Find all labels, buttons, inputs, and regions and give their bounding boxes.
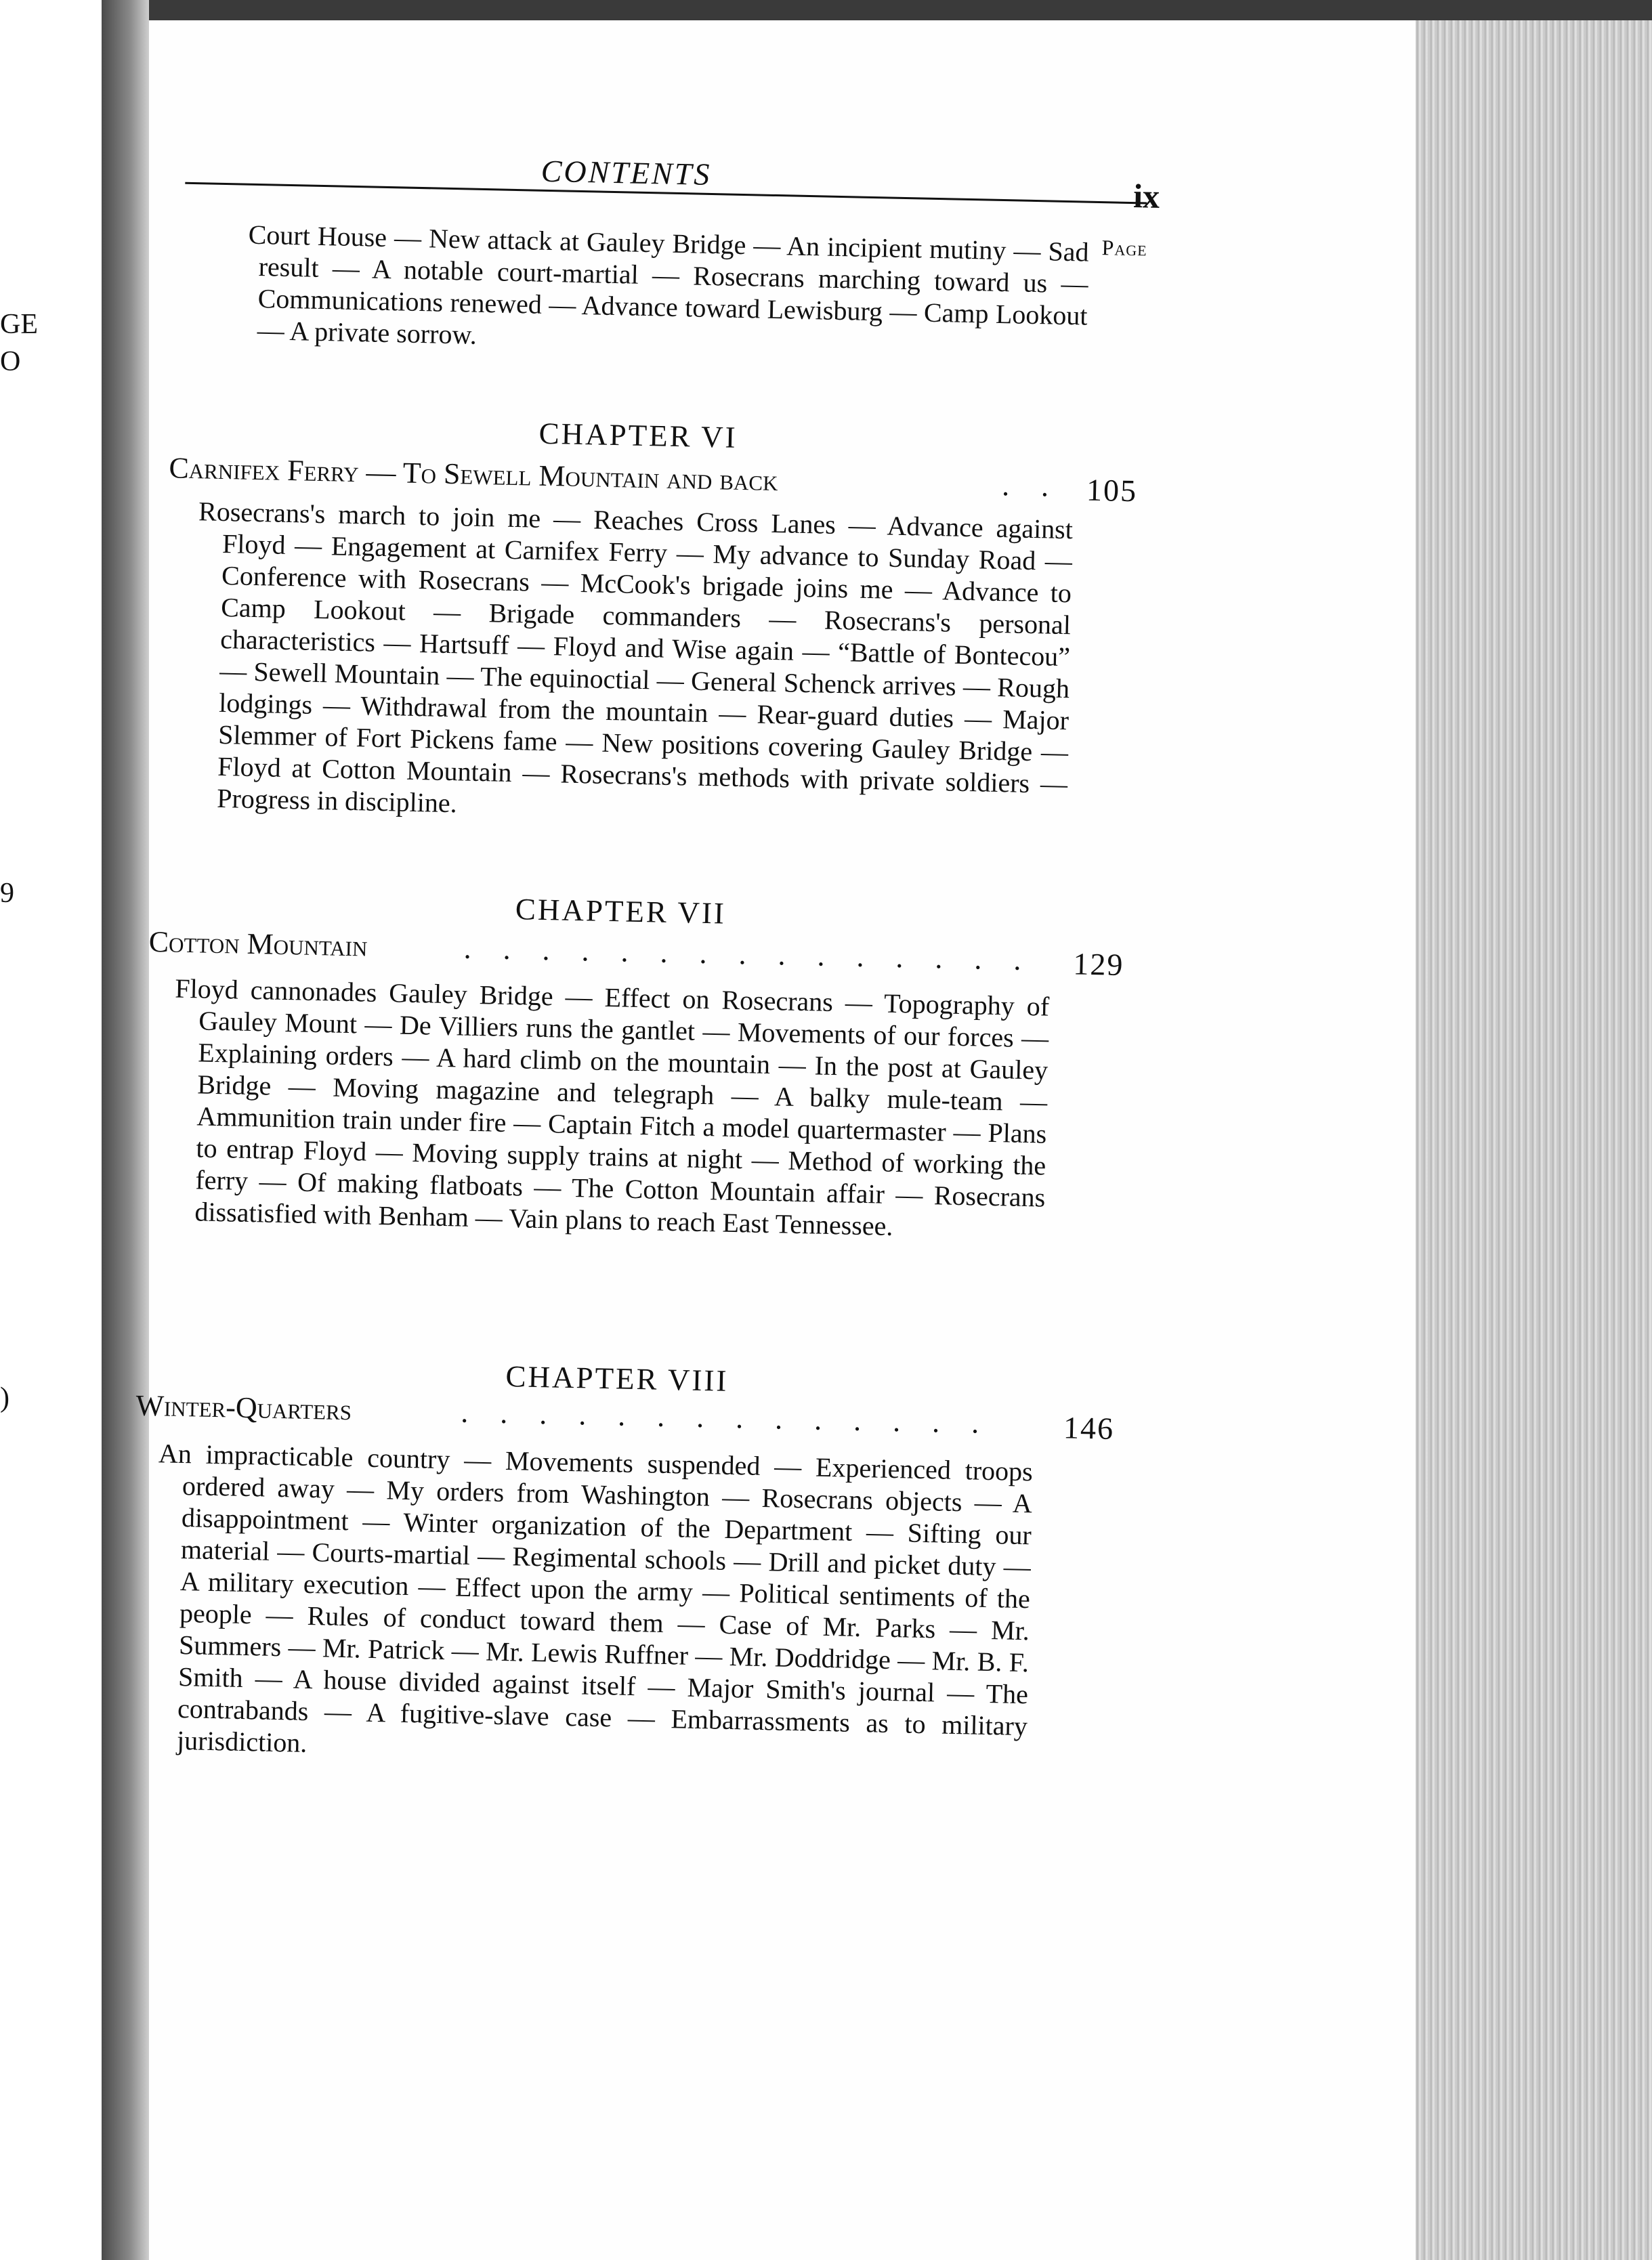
- chapter-6-leader: . .: [1001, 469, 1061, 503]
- top-shadow: [149, 0, 1652, 20]
- chapter-6-title: Carnifex Ferry — To Sewell Mountain and back: [169, 451, 779, 498]
- chapter-8-leader: . . . . . . . . . . . . . .: [460, 1395, 992, 1441]
- chapter-7-heading: CHAPTER VII: [515, 892, 727, 931]
- chapter-8-heading: CHAPTER VIII: [505, 1359, 729, 1398]
- continued-synopsis: Court House — New attack at Gauley Bridge — An incipient mutiny — Sad result — A notable court-martial — Rosecrans marching toward us — Communications renewed — Advance toward Lewisburg — Camp Lookout — A private sorrow.: [248, 219, 1089, 350]
- facing-fragment-2: O: [0, 346, 21, 377]
- chapter-8-page: 146: [1063, 1410, 1115, 1446]
- folio-number: ix: [1132, 177, 1160, 215]
- chapter-6-heading: CHAPTER VI: [538, 416, 738, 454]
- chapter-7-leader: . . . . . . . . . . . . . . .: [463, 931, 1034, 977]
- running-head: CONTENTS: [541, 153, 712, 192]
- facing-fragment-1: GE: [0, 309, 38, 340]
- chapter-6-page: 105: [1086, 472, 1138, 509]
- page-column-label: Page: [1101, 235, 1148, 261]
- chapter-7-page: 129: [1072, 946, 1124, 982]
- chapter-7-title: Cotton Mountain: [148, 924, 368, 963]
- chapter-8-title: Winter-Quarters: [135, 1388, 352, 1427]
- chapter-7-synopsis: Floyd cannonades Gauley Bridge — Effect on Rosecrans — Topography of Gauley Mount — De Villiers runs the gantlet — Movements of our forces — Explaining orders — A hard climb on the mountain — In the post at Gauley Bridge — Moving magazine and telegraph — A balky mule-team — Ammunition train under fire — Captain Fitch a model quartermaster — Plans to entrap Floyd — Moving supply trains at night — Method of working the ferry — Of making flatboats — The Cotton Mountain affair — Rosecrans dissatisfied with Benham — Vain plans to reach East Tennessee.: [174, 973, 1050, 1241]
- chapter-8-synopsis: An impracticable country — Movements suspended — Experienced troops ordered away — My orders from Washington — Rosecrans objects — A disappointment — Winter organization of the Department — Sifting our material — Courts-martial — Regimental schools — Drill and picket duty — A military execution — Effect upon the army — Political sentiments of the people — Rules of conduct toward them — Case of Mr. Parks — Mr. Summers — Mr. Patrick — Mr. Lewis Ruffner — Mr. Doddridge — Mr. B. F. Smith — A house divided against itself — Major Smith's journal — The contrabands — A fugitive-slave case — Embarrassments as to military jurisdiction.: [158, 1438, 1034, 1758]
- facing-fragment-3: 9: [0, 878, 14, 909]
- page-edges: [1416, 0, 1652, 2260]
- facing-page-fragments: [0, 0, 38, 2260]
- chapter-6-synopsis: Rosecrans's march to join me — Reaches Cross Lanes — Advance against Floyd — Engagement at Carnifex Ferry — My advance to Sunday Road — Conference with Rosecrans — McCook's brigade joins me — Advance to Camp Lookout — Brigade commanders — Rosecrans's personal characteristics — Hartsuff — Floyd and Wise again — “Battle of Bontecou” — Sewell Mountain — The equinoctial — General Schenck arrives — Rough lodgings — Withdrawal from the mountain — Rear-guard duties — Major Slemmer of Fort Pickens fame — New positions covering Gauley Bridge — Floyd at Cotton Mountain — Rosecrans's methods with private soldiers — Progress in discipline.: [198, 496, 1074, 819]
- book-gutter: [102, 0, 149, 2260]
- facing-fragment-4: ): [0, 1382, 9, 1413]
